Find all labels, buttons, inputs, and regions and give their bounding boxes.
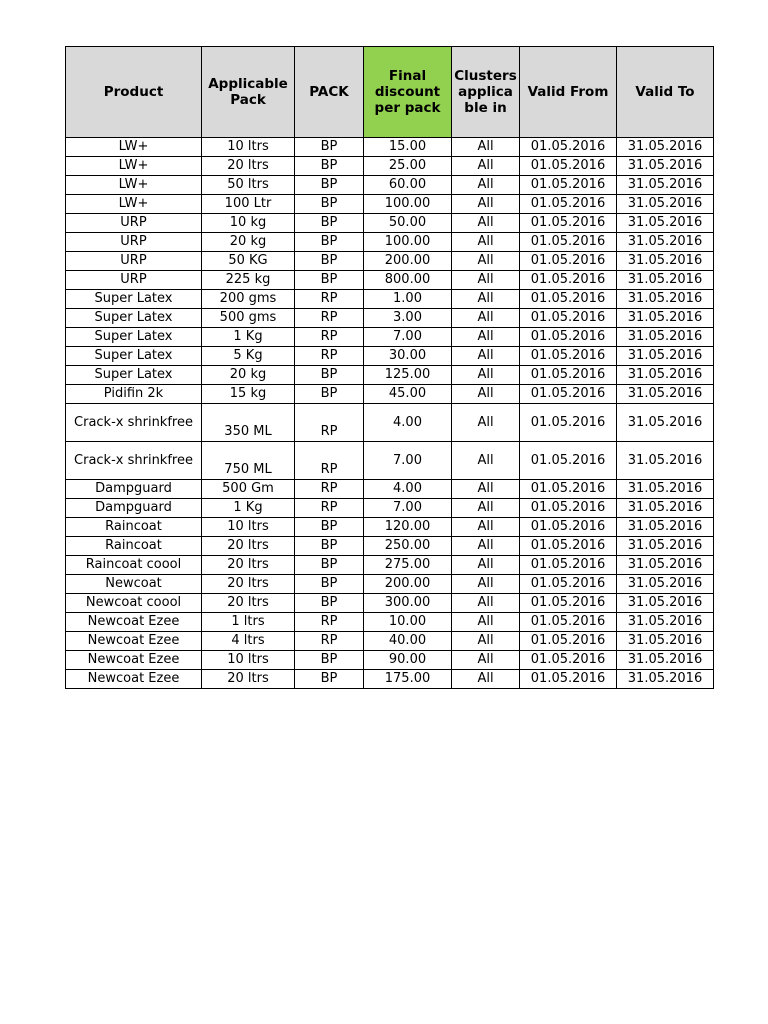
cell-applicable-pack: 20 kg: [202, 233, 295, 252]
table-row: [66, 366, 714, 385]
cell-final-discount: 25.00: [364, 157, 452, 176]
cell-final-discount: 40.00: [364, 632, 452, 651]
cell-product: LW+: [66, 176, 202, 195]
cell-product: Crack-x shrinkfree: [66, 404, 202, 442]
table-row: [66, 518, 714, 537]
cell-clusters: All: [452, 594, 520, 613]
cell-pack: RP: [295, 347, 364, 366]
table-row: [66, 195, 714, 214]
cell-valid-from: 01.05.2016: [520, 366, 617, 385]
cell-final-discount: 275.00: [364, 556, 452, 575]
cell-pack: BP: [295, 195, 364, 214]
cell-valid-from: 01.05.2016: [520, 613, 617, 632]
cell-clusters: All: [452, 404, 520, 442]
header-valid-from: Valid From: [520, 47, 617, 138]
cell-clusters: All: [452, 480, 520, 499]
cell-applicable-pack: 20 ltrs: [202, 575, 295, 594]
cell-applicable-pack: 20 kg: [202, 366, 295, 385]
cell-valid-to: 31.05.2016: [617, 366, 714, 385]
cell-valid-to: 31.05.2016: [617, 613, 714, 632]
cell-applicable-pack: 20 ltrs: [202, 670, 295, 689]
cell-product: Newcoat Ezee: [66, 632, 202, 651]
cell-valid-to: 31.05.2016: [617, 518, 714, 537]
cell-applicable-pack: 500 gms: [202, 309, 295, 328]
header-product: Product: [66, 47, 202, 138]
cell-valid-from: 01.05.2016: [520, 442, 617, 480]
cell-valid-to: 31.05.2016: [617, 594, 714, 613]
cell-final-discount: 100.00: [364, 233, 452, 252]
cell-clusters: All: [452, 233, 520, 252]
cell-applicable-pack: 1 Kg: [202, 499, 295, 518]
cell-clusters: All: [452, 347, 520, 366]
cell-pack: RP: [295, 480, 364, 499]
cell-valid-from: 01.05.2016: [520, 518, 617, 537]
cell-valid-to: 31.05.2016: [617, 157, 714, 176]
cell-applicable-pack: 1 ltrs: [202, 613, 295, 632]
cell-clusters: All: [452, 309, 520, 328]
cell-valid-from: 01.05.2016: [520, 252, 617, 271]
cell-valid-to: 31.05.2016: [617, 328, 714, 347]
cell-pack: BP: [295, 271, 364, 290]
cell-applicable-pack: 20 ltrs: [202, 556, 295, 575]
table-row: [66, 480, 714, 499]
cell-product: URP: [66, 271, 202, 290]
cell-clusters: All: [452, 252, 520, 271]
cell-final-discount: 90.00: [364, 651, 452, 670]
cell-pack: RP: [295, 613, 364, 632]
cell-final-discount: 1.00: [364, 290, 452, 309]
cell-pack: BP: [295, 670, 364, 689]
table-row: [66, 176, 714, 195]
cell-product: Super Latex: [66, 347, 202, 366]
cell-pack: BP: [295, 366, 364, 385]
cell-valid-to: 31.05.2016: [617, 309, 714, 328]
cell-applicable-pack: 50 ltrs: [202, 176, 295, 195]
cell-clusters: All: [452, 328, 520, 347]
cell-applicable-pack: 10 kg: [202, 214, 295, 233]
cell-product: URP: [66, 214, 202, 233]
cell-product: Newcoat Ezee: [66, 613, 202, 632]
cell-pack: BP: [295, 651, 364, 670]
cell-product: Raincoat coool: [66, 556, 202, 575]
table-body: [66, 138, 714, 689]
header-valid-to: Valid To: [617, 47, 714, 138]
cell-valid-to: 31.05.2016: [617, 632, 714, 651]
cell-valid-from: 01.05.2016: [520, 214, 617, 233]
cell-pack: RP: [295, 290, 364, 309]
cell-valid-from: 01.05.2016: [520, 404, 617, 442]
cell-valid-to: 31.05.2016: [617, 556, 714, 575]
header-final-discount: Final discount per pack: [364, 47, 452, 138]
cell-product: Super Latex: [66, 290, 202, 309]
table-row: [66, 556, 714, 575]
cell-product: LW+: [66, 157, 202, 176]
cell-final-discount: 45.00: [364, 385, 452, 404]
cell-product: Newcoat: [66, 575, 202, 594]
cell-clusters: All: [452, 214, 520, 233]
cell-applicable-pack: 5 Kg: [202, 347, 295, 366]
cell-pack: RP: [295, 632, 364, 651]
header-row: [66, 47, 714, 138]
cell-valid-to: 31.05.2016: [617, 195, 714, 214]
discount-table: [65, 46, 714, 689]
cell-final-discount: 800.00: [364, 271, 452, 290]
cell-valid-from: 01.05.2016: [520, 480, 617, 499]
cell-pack: BP: [295, 233, 364, 252]
cell-product: Raincoat: [66, 518, 202, 537]
cell-pack: BP: [295, 138, 364, 157]
table-row: [66, 290, 714, 309]
cell-valid-from: 01.05.2016: [520, 537, 617, 556]
cell-product: LW+: [66, 195, 202, 214]
cell-applicable-pack: 500 Gm: [202, 480, 295, 499]
cell-clusters: All: [452, 176, 520, 195]
table-row: [66, 537, 714, 556]
cell-final-discount: 7.00: [364, 442, 452, 480]
cell-final-discount: 175.00: [364, 670, 452, 689]
cell-valid-to: 31.05.2016: [617, 651, 714, 670]
cell-clusters: All: [452, 366, 520, 385]
cell-valid-to: 31.05.2016: [617, 499, 714, 518]
table-row: [66, 670, 714, 689]
table-row: [66, 252, 714, 271]
cell-applicable-pack: 10 ltrs: [202, 138, 295, 157]
cell-valid-to: 31.05.2016: [617, 290, 714, 309]
table-row: [66, 328, 714, 347]
cell-pack: BP: [295, 214, 364, 233]
cell-valid-to: 31.05.2016: [617, 385, 714, 404]
table-row: [66, 575, 714, 594]
cell-valid-from: 01.05.2016: [520, 176, 617, 195]
cell-product: Raincoat: [66, 537, 202, 556]
table-row: [66, 594, 714, 613]
cell-applicable-pack: 100 Ltr: [202, 195, 295, 214]
table-row: [66, 499, 714, 518]
cell-valid-to: 31.05.2016: [617, 176, 714, 195]
header-pack: PACK: [295, 47, 364, 138]
table-row: [66, 157, 714, 176]
cell-product: Newcoat Ezee: [66, 651, 202, 670]
cell-valid-to: 31.05.2016: [617, 233, 714, 252]
cell-valid-from: 01.05.2016: [520, 385, 617, 404]
cell-final-discount: 7.00: [364, 499, 452, 518]
cell-valid-from: 01.05.2016: [520, 632, 617, 651]
cell-valid-to: 31.05.2016: [617, 138, 714, 157]
cell-final-discount: 50.00: [364, 214, 452, 233]
cell-applicable-pack: 225 kg: [202, 271, 295, 290]
cell-product: Newcoat Ezee: [66, 670, 202, 689]
cell-final-discount: 100.00: [364, 195, 452, 214]
cell-product: Super Latex: [66, 366, 202, 385]
cell-valid-from: 01.05.2016: [520, 271, 617, 290]
table-row: [66, 138, 714, 157]
cell-applicable-pack: 15 kg: [202, 385, 295, 404]
cell-valid-from: 01.05.2016: [520, 233, 617, 252]
cell-valid-to: 31.05.2016: [617, 271, 714, 290]
table-row: [66, 347, 714, 366]
table-row: [66, 651, 714, 670]
cell-final-discount: 120.00: [364, 518, 452, 537]
cell-product: Dampguard: [66, 499, 202, 518]
cell-product: Super Latex: [66, 328, 202, 347]
cell-applicable-pack: 1 Kg: [202, 328, 295, 347]
cell-final-discount: 300.00: [364, 594, 452, 613]
cell-valid-from: 01.05.2016: [520, 309, 617, 328]
cell-pack: BP: [295, 157, 364, 176]
cell-clusters: All: [452, 442, 520, 480]
cell-product: URP: [66, 252, 202, 271]
table-row: [66, 385, 714, 404]
cell-clusters: All: [452, 195, 520, 214]
cell-final-discount: 60.00: [364, 176, 452, 195]
cell-clusters: All: [452, 613, 520, 632]
cell-valid-to: 31.05.2016: [617, 575, 714, 594]
cell-pack: BP: [295, 518, 364, 537]
cell-clusters: All: [452, 157, 520, 176]
cell-final-discount: 200.00: [364, 252, 452, 271]
cell-applicable-pack: 750 ML: [202, 442, 295, 480]
cell-valid-from: 01.05.2016: [520, 556, 617, 575]
cell-valid-to: 31.05.2016: [617, 537, 714, 556]
cell-pack: BP: [295, 176, 364, 195]
cell-applicable-pack: 10 ltrs: [202, 651, 295, 670]
cell-applicable-pack: 20 ltrs: [202, 157, 295, 176]
cell-pack: RP: [295, 328, 364, 347]
cell-product: LW+: [66, 138, 202, 157]
cell-applicable-pack: 20 ltrs: [202, 594, 295, 613]
cell-final-discount: 250.00: [364, 537, 452, 556]
cell-product: Pidifin 2k: [66, 385, 202, 404]
cell-valid-from: 01.05.2016: [520, 138, 617, 157]
cell-final-discount: 30.00: [364, 347, 452, 366]
table-row: [66, 404, 714, 442]
cell-final-discount: 125.00: [364, 366, 452, 385]
cell-final-discount: 4.00: [364, 404, 452, 442]
cell-applicable-pack: 20 ltrs: [202, 537, 295, 556]
cell-pack: RP: [295, 404, 364, 442]
cell-applicable-pack: 4 ltrs: [202, 632, 295, 651]
cell-valid-to: 31.05.2016: [617, 347, 714, 366]
cell-final-discount: 10.00: [364, 613, 452, 632]
cell-valid-to: 31.05.2016: [617, 442, 714, 480]
cell-clusters: All: [452, 670, 520, 689]
table-row: [66, 271, 714, 290]
cell-pack: RP: [295, 309, 364, 328]
cell-product: Crack-x shrinkfree: [66, 442, 202, 480]
cell-pack: BP: [295, 594, 364, 613]
cell-final-discount: 15.00: [364, 138, 452, 157]
cell-clusters: All: [452, 385, 520, 404]
header-clusters: Clusters applica ble in: [452, 47, 520, 138]
cell-valid-from: 01.05.2016: [520, 651, 617, 670]
cell-clusters: All: [452, 271, 520, 290]
cell-valid-from: 01.05.2016: [520, 157, 617, 176]
cell-clusters: All: [452, 651, 520, 670]
table-row: [66, 233, 714, 252]
cell-clusters: All: [452, 632, 520, 651]
cell-clusters: All: [452, 290, 520, 309]
table-row: [66, 613, 714, 632]
cell-product: Super Latex: [66, 309, 202, 328]
cell-applicable-pack: 200 gms: [202, 290, 295, 309]
cell-product: URP: [66, 233, 202, 252]
cell-clusters: All: [452, 499, 520, 518]
cell-pack: BP: [295, 575, 364, 594]
cell-applicable-pack: 50 KG: [202, 252, 295, 271]
cell-pack: BP: [295, 556, 364, 575]
cell-final-discount: 7.00: [364, 328, 452, 347]
cell-valid-to: 31.05.2016: [617, 670, 714, 689]
cell-valid-to: 31.05.2016: [617, 252, 714, 271]
table-row: [66, 632, 714, 651]
cell-valid-from: 01.05.2016: [520, 575, 617, 594]
cell-valid-from: 01.05.2016: [520, 195, 617, 214]
cell-product: Dampguard: [66, 480, 202, 499]
cell-valid-from: 01.05.2016: [520, 499, 617, 518]
cell-valid-to: 31.05.2016: [617, 480, 714, 499]
cell-final-discount: 3.00: [364, 309, 452, 328]
cell-pack: RP: [295, 442, 364, 480]
cell-valid-from: 01.05.2016: [520, 670, 617, 689]
cell-clusters: All: [452, 537, 520, 556]
cell-valid-from: 01.05.2016: [520, 328, 617, 347]
cell-clusters: All: [452, 518, 520, 537]
cell-clusters: All: [452, 138, 520, 157]
cell-valid-from: 01.05.2016: [520, 290, 617, 309]
cell-pack: RP: [295, 499, 364, 518]
cell-pack: BP: [295, 252, 364, 271]
cell-product: Newcoat coool: [66, 594, 202, 613]
header-applicable-pack: Applicable Pack: [202, 47, 295, 138]
cell-pack: BP: [295, 385, 364, 404]
cell-applicable-pack: 10 ltrs: [202, 518, 295, 537]
cell-final-discount: 4.00: [364, 480, 452, 499]
cell-final-discount: 200.00: [364, 575, 452, 594]
cell-clusters: All: [452, 556, 520, 575]
cell-clusters: All: [452, 575, 520, 594]
table-row: [66, 214, 714, 233]
cell-pack: BP: [295, 537, 364, 556]
cell-valid-to: 31.05.2016: [617, 214, 714, 233]
cell-valid-to: 31.05.2016: [617, 404, 714, 442]
table-row: [66, 309, 714, 328]
cell-valid-from: 01.05.2016: [520, 594, 617, 613]
cell-valid-from: 01.05.2016: [520, 347, 617, 366]
table-row: [66, 442, 714, 480]
cell-applicable-pack: 350 ML: [202, 404, 295, 442]
